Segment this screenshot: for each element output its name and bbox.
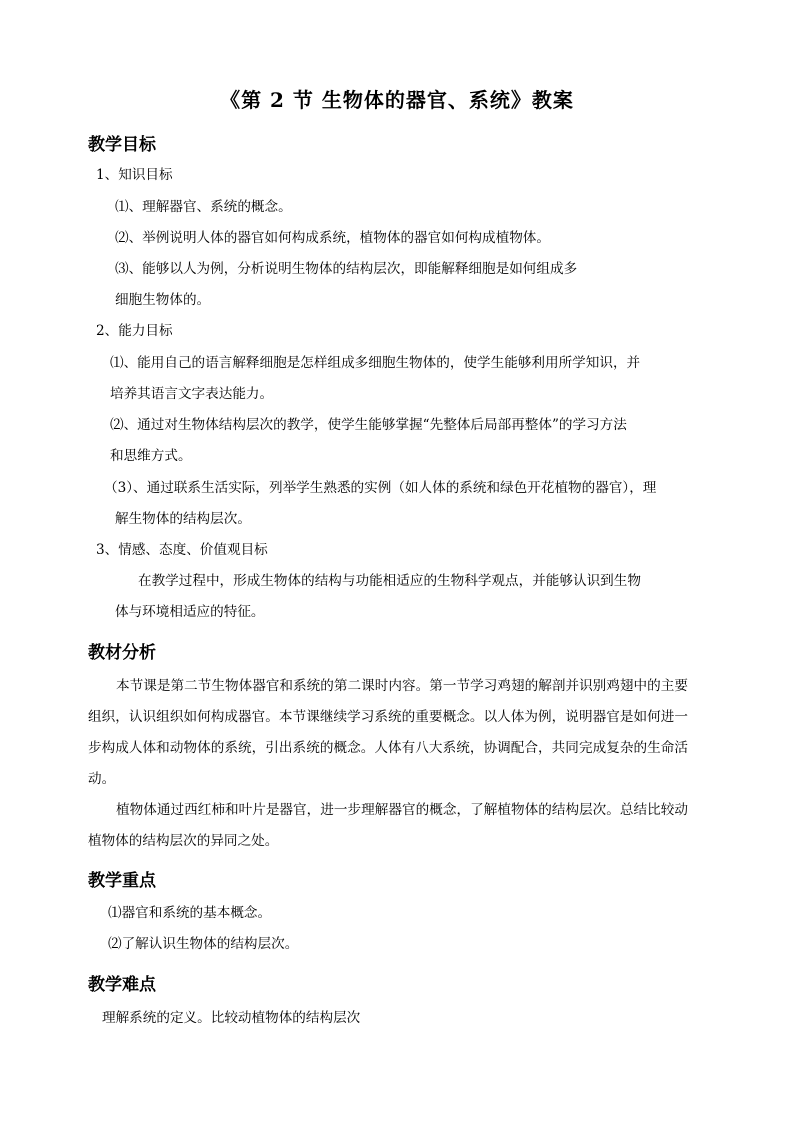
key-point-1: ⑴器官和系统的基本概念。 bbox=[108, 905, 272, 921]
difficulties-text: 理解系统的定义。比较动植物体的结构层次 bbox=[102, 1010, 361, 1026]
ability-item-3-continued: 解生物体的结构层次。 bbox=[115, 511, 251, 527]
analysis-paragraph-1: 本节课是第二节生物体器官和系统的第二课时内容。第一节学习鸡翅的解剖并识别鸡翅中的主要组织，认识组织如何构成器官。本节课继续学习系统的重要概念。以人体为例，说明器官是如何进一步构成人体和动物体的系统，引出系统的概念。人体有八大系统，协调配合，共同完成复杂的生命活动。 bbox=[88, 678, 688, 787]
knowledge-objectives-label: 1、知识目标 bbox=[96, 167, 173, 183]
key-point-2: ⑵了解认识生物体的结构层次。 bbox=[108, 936, 299, 952]
ability-objectives-label: 2、能力目标 bbox=[96, 323, 173, 339]
document-title: 《第 2 节 生物体的器官、系统》教案 bbox=[220, 88, 574, 112]
knowledge-item-1: ⑴、理解器官、系统的概念。 bbox=[115, 199, 292, 215]
knowledge-item-3-continued: 细胞生物体的。 bbox=[115, 292, 211, 308]
knowledge-item-2: ⑵、举例说明人体的器官如何构成系统，植物体的器官如何构成植物体。 bbox=[115, 230, 550, 246]
heading-material-analysis: 教材分析 bbox=[88, 643, 156, 663]
attitude-objectives-label: 3、情感、态度、价值观目标 bbox=[96, 542, 268, 558]
analysis-paragraph-2: 植物体通过西红柿和叶片是器官，进一步理解器官的概念，了解植物体的结构层次。总结比较动植物体的结构层次的异同之处。 bbox=[88, 802, 688, 849]
heading-difficulties: 教学难点 bbox=[88, 975, 156, 995]
heading-teaching-objectives: 教学目标 bbox=[88, 135, 156, 155]
knowledge-item-3: ⑶、能够以人为例，分析说明生物体的结构层次，即能解释细胞是如何组成多 bbox=[115, 261, 578, 277]
ability-item-3: （3）、通过联系生活实际，列举学生熟悉的实例（如人体的系统和绿色开花植物的器官），理 bbox=[104, 480, 657, 496]
ability-item-1-continued: 培养其语言文字表达能力。 bbox=[110, 386, 274, 402]
heading-key-points: 教学重点 bbox=[88, 871, 156, 891]
attitude-item-1: 在教学过程中，形成生物体的结构与功能相适应的生物科学观点，并能够认识到生物 bbox=[138, 573, 641, 589]
attitude-item-1-continued: 体与环境相适应的特征。 bbox=[115, 604, 265, 620]
ability-item-2: ⑵、通过对生物体结构层次的教学，使学生能够掌握“先整体后局部再整体”的学习方法 bbox=[110, 417, 627, 433]
ability-item-2-continued: 和思维方式。 bbox=[110, 448, 192, 464]
ability-item-1: ⑴、能用自己的语言解释细胞是怎样组成多细胞生物体的，使学生能够利用所学知识，并 bbox=[110, 355, 641, 371]
